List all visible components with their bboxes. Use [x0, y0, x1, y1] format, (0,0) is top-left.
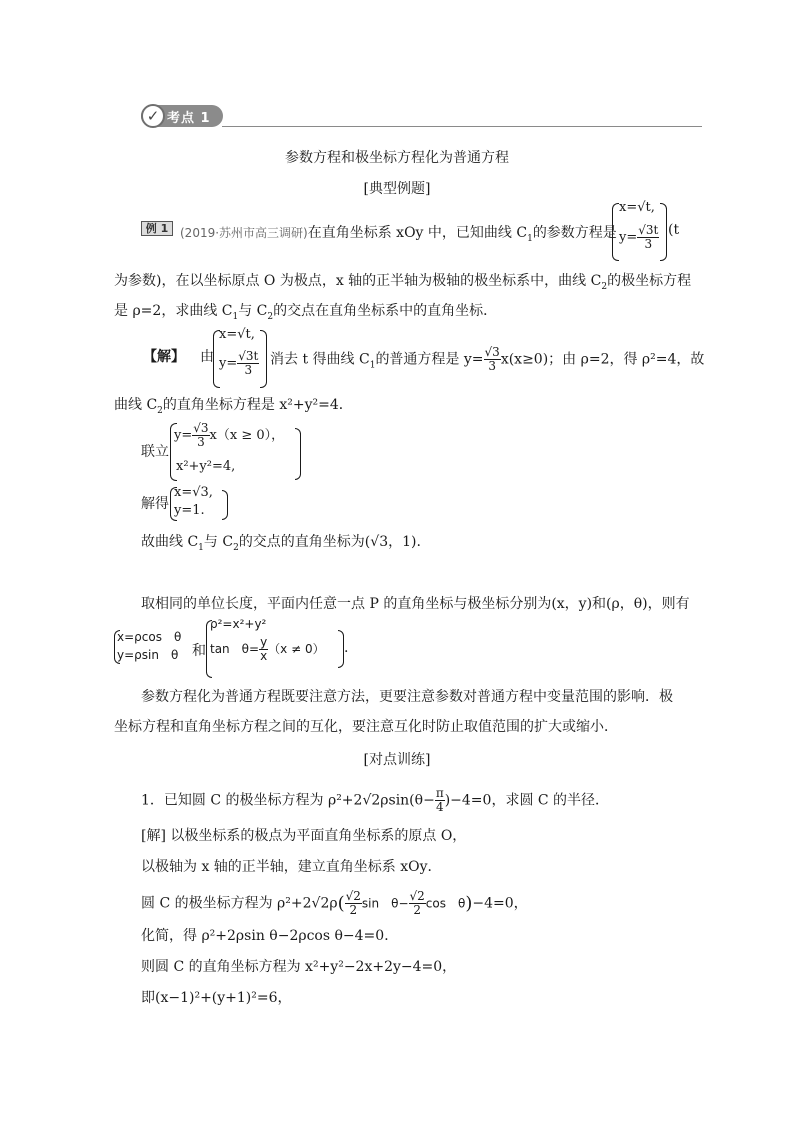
sol-brace-right [260, 330, 267, 388]
practice-sol-1: [解] 以极坐标系的极点为平面直角坐标系的原点 O， [141, 828, 467, 844]
badge-label: 考点 1 [167, 111, 211, 126]
sys2-eq1: x=√3, [174, 485, 213, 500]
note-line-1: 取相同的单位长度，平面内任意一点 P 的直角坐标与极坐标分别为(x，y)和(ρ，θ)，则有 [141, 596, 690, 612]
note-para-2: 坐标方程和直角坐标方程之间的互化，要注意互化时防止取值范围的扩大或缩小． [114, 719, 618, 735]
sol-eq-y: y= $\frac{√3t}{3}$ [219, 349, 259, 377]
param-eq-y: y= $\frac{√3t}{3}$ [619, 223, 659, 251]
example-tag: 例 1 [141, 221, 173, 236]
jiede-label: 解得 [141, 496, 169, 512]
solution-label: 【解】 [143, 349, 185, 365]
sys2-eq2: y=1. [174, 503, 205, 518]
note-period: . [344, 640, 349, 656]
note-para-1: 参数方程化为普通方程既要注意方法，更要注意参数对普通方程中变量范围的影响．极 [141, 689, 673, 705]
param-t: (t [668, 222, 680, 238]
lianli-label: 联立 [141, 444, 169, 460]
practice-sol-6: 即(x−1)²+(y+1)²=6， [141, 990, 292, 1006]
section-title: 参数方程和极坐标方程化为普通方程 [285, 150, 509, 166]
example-line-2: 为参数)，在以坐标原点 O 为极点，x 轴的正半轴为极轴的极坐标系中，曲线 $C_2$的极坐标方程 [114, 273, 692, 292]
sys1-eq1: y= $\frac{√3}{3}$ x（x ≥ 0）， [174, 421, 285, 449]
note-he: 和 [192, 643, 206, 659]
sysA-eq1: x=ρcos θ [117, 630, 182, 644]
sys1-brace-right [295, 428, 301, 480]
practice-sol-3: 圆 C 的极坐标方程为 ρ²+2√2ρ( $\frac{√2}{2}$ sin θ− $\frac{√2}{2}$ cos θ)−4=0， [141, 889, 528, 917]
param-eq-x: x=√t, [619, 200, 655, 215]
example-source: (2019·苏州市高三调研) [180, 226, 308, 240]
example-line-1: (2019·苏州市高三调研)在直角坐标系 xOy 中，已知曲线 $C_1$的参数方程是 [180, 225, 617, 244]
sys1-eq2: x²+y²=4, [176, 459, 236, 474]
solution-line-1: 消去 t 得曲线 $C_1$的普通方程是 y= $\frac{√3}{3}$ x(x≥0)；由 ρ=2，得 ρ²=4，故 [270, 345, 705, 373]
param-brace-right [660, 203, 667, 261]
sysB-eq2: tan θ= $\frac{y}{x}$ （x ≠ 0） [210, 635, 325, 663]
practice-sol-2: 以极轴为 x 轴的正半轴，建立直角坐标系 xOy． [141, 859, 442, 875]
sys2-brace-right [222, 490, 228, 520]
sysB-eq1: ρ²=x²+y² [210, 617, 267, 631]
check-icon: ✓ [141, 104, 165, 128]
param-brace-left [612, 203, 619, 261]
practice-sol-4: 化简，得 ρ²+2ρsin θ−2ρcos θ−4=0． [141, 928, 399, 944]
header-rule [222, 126, 702, 127]
sol-eq-x: x=√t, [219, 327, 255, 342]
practice-heading: [对点训练] [363, 752, 431, 768]
solution-you: 由 [200, 349, 214, 365]
practice-sol-5: 则圆 C 的直角坐标方程为 x²+y²−2x+2y−4=0， [141, 959, 457, 975]
solution-conclusion: 故曲线 $C_1$与 $C_2$的交点的直角坐标为(√3，1). [141, 534, 421, 553]
practice-q1: 1．已知圆 C 的极坐标方程为 ρ²+2√2ρsin(θ− $\frac{\pi}{4}$ )−4=0，求圆 C 的半径． [141, 786, 610, 814]
sysA-eq2: y=ρsin θ [117, 648, 179, 662]
solution-line-2: 曲线 $C_2$的直角坐标方程是 x²+y²=4． [114, 397, 353, 416]
typical-example-heading: [典型例题] [363, 181, 431, 197]
example-line-3: 是 ρ=2，求曲线 $C_1$与 $C_2$的交点在直角坐标系中的直角坐标． [114, 303, 498, 322]
